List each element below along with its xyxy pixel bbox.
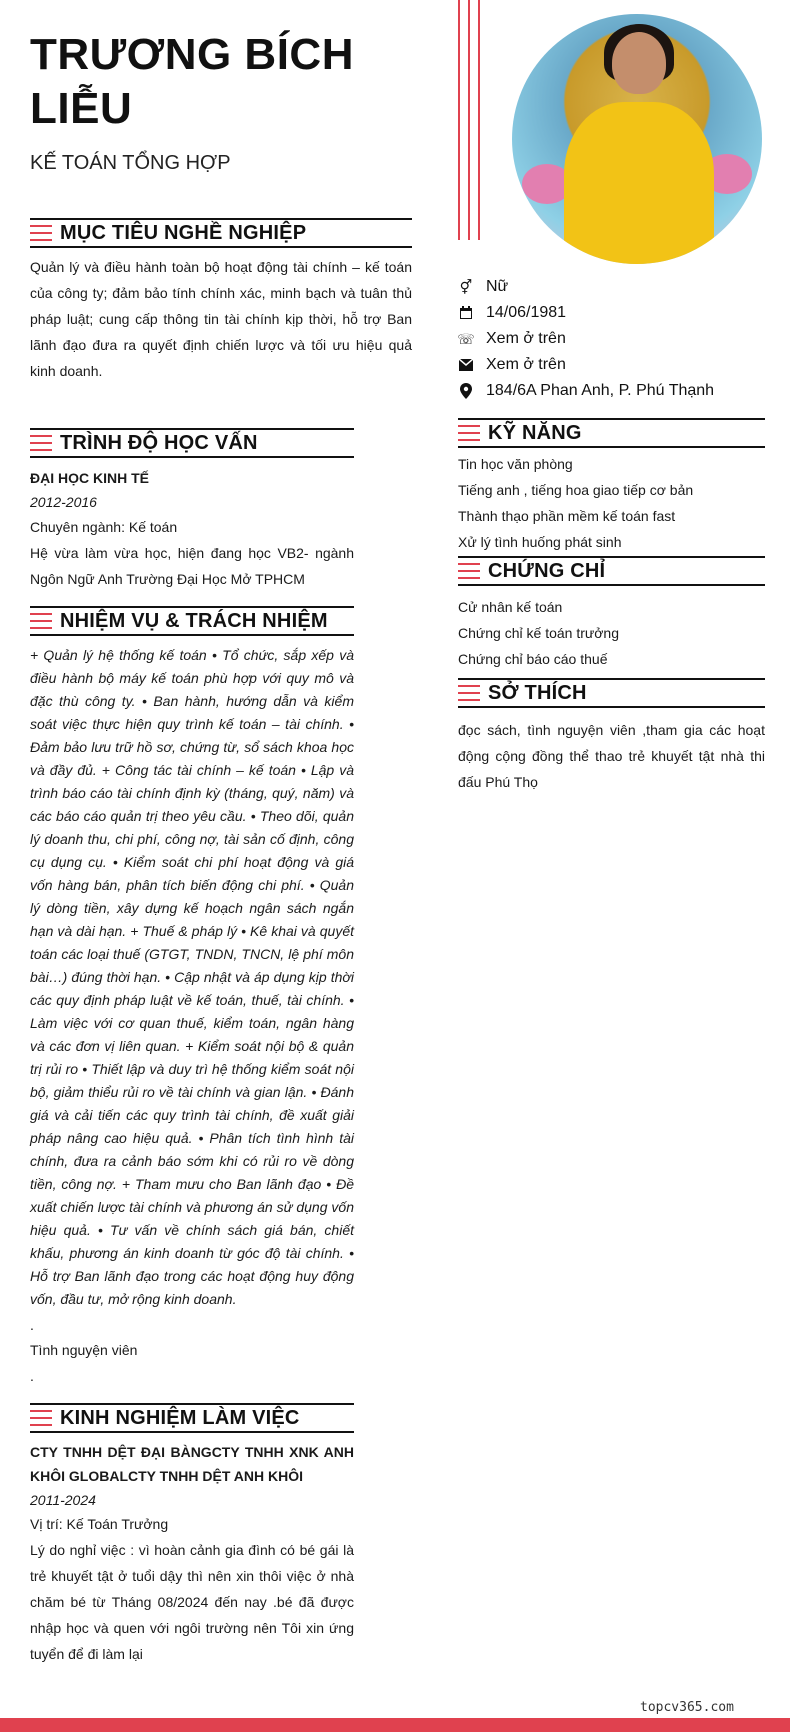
contact-email-value: Xem ở trên <box>486 356 566 373</box>
certificate-item: Chứng chỉ kế toán trưởng <box>458 625 620 641</box>
education-heading <box>30 428 354 458</box>
menu-bars-icon <box>30 435 52 451</box>
experience-position: Vị trí: Kế Toán Trưởng <box>30 1516 169 1532</box>
duties-dot-1: . <box>30 1317 34 1333</box>
skill-item: Tin học văn phòng <box>458 456 573 472</box>
watermark: topcv365.com <box>640 1700 734 1715</box>
objective-title: MỤC TIÊU NGHỀ NGHIỆP <box>60 221 307 244</box>
education-school: ĐẠI HỌC KINH TẾ <box>30 470 149 486</box>
avatar <box>512 14 762 264</box>
experience-title: KINH NGHIỆM LÀM VIỆC <box>60 1406 300 1429</box>
contact-address <box>458 382 768 400</box>
contact-birthday <box>458 304 768 322</box>
menu-bars-icon <box>30 1410 52 1426</box>
candidate-name: TRƯƠNG BÍCH LIỄU <box>30 30 354 133</box>
duties-text: + Quản lý hệ thống kế toán • Tổ chức, sắp xếp và điều hành bộ máy kế toán phù hợp với quy mô và đặc thù công ty. • Ban hành, hướng dẫn và kiểm soát việc thực hiện quy trình kế toán – tài chính. • Đảm bảo lưu trữ hồ sơ, chứng từ, sổ sách khoa học và đầy đủ. + Công tác tài chính – kế toán • Lập và trình báo cáo tài chính định kỳ (tháng, quý, năm) và các báo cáo quản trị theo yêu cầu. • Theo dõi, quản lý doanh thu, chi phí, công nợ, tài sản cố định, công cụ dụng cụ. • Kiểm soát chi phí hoạt động và giá vốn hàng bán, phân tích biến động chi phí. • Quản lý dòng tiền, xây dựng kế hoạch ngân sách ngắn hạn và dài hạn. + Thuế & pháp lý • Kê khai và quyết toán các loại thuế (GTGT, TNDN, TNCN, lệ phí môn bài…) đúng thời hạn. • Cập nhật và áp dụng kịp thời các quy định pháp luật về kế toán, thuế, tài chính. • Làm việc với cơ quan thuế, kiểm toán, ngân hàng và các đơn vị liên quan. + Kiểm soát nội bộ & quản trị rủi ro • Thiết lập và duy trì hệ thống kiểm soát nội bộ, giảm thiểu rủi ro về tài chính và gian lận. • Đánh giá và cải tiến các quy trình tài chính, đề xuất giải pháp nâng cao hiệu quả. • Phân tích tình hình tài chính, đưa ra cảnh báo sớm khi có rủi ro về dòng tiền, công nợ. + Tham mưu cho Ban lãnh đạo • Đề xuất chiến lược tài chính và phương án sử dụng vốn hiệu quả. • Tư vấn về chính sách giá bán, chiết khấu, phương án kinh doanh từ góc độ tài chính. • Hỗ trợ Ban lãnh đạo trong các hoạt động huy động vốn, đầu tư, mở rộng kinh doanh. <box>30 647 354 1307</box>
certificate-item: Cử nhân kế toán <box>458 599 563 615</box>
hobbies-title: SỞ THÍCH <box>488 681 587 704</box>
duties-heading <box>30 606 354 636</box>
certificate-item: Chứng chỉ báo cáo thuế <box>458 651 608 667</box>
education-title: TRÌNH ĐỘ HỌC VẤN <box>60 431 258 454</box>
calendar-icon <box>458 305 474 321</box>
contact-gender-value: Nữ <box>486 278 509 295</box>
menu-bars-icon <box>458 685 480 701</box>
menu-bars-icon <box>458 563 480 579</box>
menu-bars-icon <box>458 425 480 441</box>
education-major: Chuyên ngành: Kế toán <box>30 519 178 535</box>
experience-company: CTY TNHH DỆT ĐẠI BÀNGCTY TNHH XNK ANH KHÔI GLOBALCTY TNHH DỆT ANH KHÔI <box>30 1444 354 1484</box>
gender-icon: ⚥ <box>459 278 473 295</box>
contact-phone <box>458 330 768 348</box>
contact-email <box>458 356 768 374</box>
skills-title: KỸ NĂNG <box>488 421 582 444</box>
skill-item: Thành thạo phần mềm kế toán fast <box>458 508 676 524</box>
menu-bars-icon <box>30 225 52 241</box>
experience-text: Lý do nghỉ việc : vì hoàn cảnh gia đình có bé gái là trẻ khuyết tật ở tuổi dậy thì nên xin thôi việc ở nhà chăm bé từ Tháng 08/2024 đến nay .bé đã được nhập học và quen với ngôi trường nên Tôi xin ứng tuyển để đi làm lại <box>30 1542 354 1662</box>
location-icon <box>458 383 474 399</box>
contact-gender <box>458 278 768 296</box>
certificates-heading <box>458 556 765 586</box>
duties-dot-2: . <box>30 1368 34 1384</box>
volunteer-label: Tình nguyện viên <box>30 1342 138 1358</box>
candidate-role: KẾ TOÁN TỔNG HỢP <box>30 152 231 174</box>
duties-title: NHIỆM VỤ & TRÁCH NHIỆM <box>60 609 328 632</box>
email-icon <box>458 357 474 373</box>
experience-period: 2011-2024 <box>30 1492 96 1508</box>
education-note: Hệ vừa làm vừa học, hiện đang học VB2- ngành Ngôn Ngữ Anh Trường Đại Học Mở TPHCM <box>30 545 354 587</box>
hobbies-heading <box>458 678 765 708</box>
skill-item: Xử lý tình huống phát sinh <box>458 534 622 550</box>
hobbies-text: đọc sách, tình nguyện viên ,tham gia các hoạt động cộng đồng thể thao trẻ khuyết tật nhà thi đấu Phú Thọ <box>458 722 765 790</box>
certificates-title: CHỨNG CHỈ <box>488 559 606 582</box>
skill-item: Tiếng anh , tiếng hoa giao tiếp cơ bản <box>458 482 694 498</box>
experience-heading <box>30 1403 354 1433</box>
contact-phone-value: Xem ở trên <box>486 330 566 347</box>
menu-bars-icon <box>30 613 52 629</box>
phone-icon: ☏ <box>457 330 475 347</box>
bottom-accent-bar <box>0 1718 790 1732</box>
objective-text: Quản lý và điều hành toàn bộ hoạt động tài chính – kế toán của công ty; đảm bảo tính chính xác, minh bạch và tuân thủ pháp luật; cung cấp thông tin tài chính kịp thời, hỗ trợ Ban lãnh đạo đưa ra quyết định chiến lược và tối ưu hiệu quả kinh doanh. <box>30 259 412 379</box>
contact-address-value: 184/6A Phan Anh, P. Phú Thạnh <box>486 382 715 399</box>
objective-heading <box>30 218 412 248</box>
contact-birthday-value: 14/06/1981 <box>486 304 567 321</box>
decorative-red-lines <box>458 0 482 240</box>
skills-heading <box>458 418 765 448</box>
education-period: 2012-2016 <box>30 494 97 510</box>
